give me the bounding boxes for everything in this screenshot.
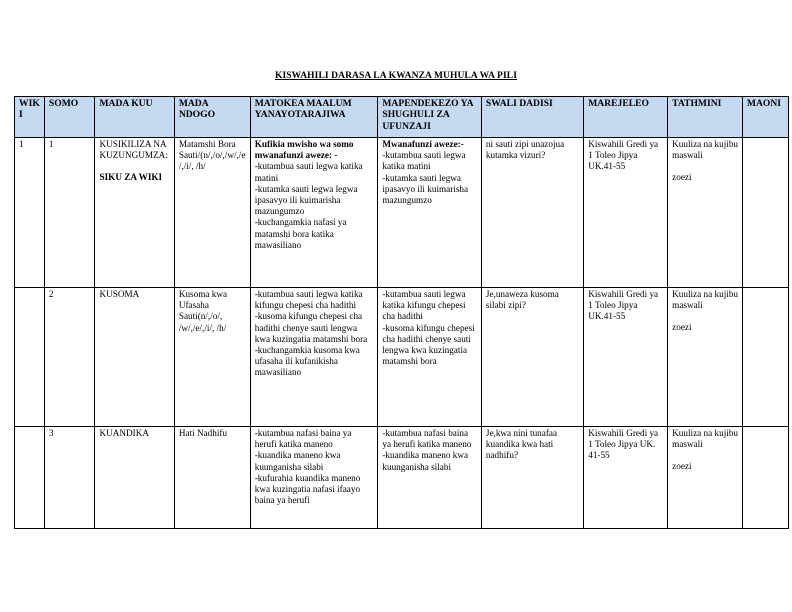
header-row bbox=[15, 97, 789, 138]
cell-swali-dadisi: Je,kwa nini tunafaa kuandika kwa hati nadhifu? bbox=[481, 427, 583, 529]
cell-maoni bbox=[742, 427, 788, 529]
cell-swali-dadisi: ni sauti zipi unazojua kutamka vizuri? bbox=[481, 138, 583, 288]
header-mapendekezo: MAPENDEKEZO YA SHUGHULI ZA UFUNZAJI bbox=[378, 97, 482, 138]
tathmini-extra: zoezi bbox=[672, 461, 692, 472]
cell-marejeleo: Kiswahili Gredi ya 1 Toleo Jipya UK.41-55 bbox=[584, 138, 668, 288]
cell-maoni bbox=[742, 138, 788, 288]
matokea-text: -kutambua sauti legwa katika matini -kutamka sauti legwa legwa ipasavyo ili kuimarisha mazungumzo -kuchangamkia nafasi ya matamshi bora katika mawasiliano bbox=[254, 161, 363, 250]
header-swali-dadisi: SWALI DADISI bbox=[481, 97, 583, 138]
header-wiki: WIKI bbox=[15, 97, 45, 138]
cell-wiki bbox=[15, 288, 45, 427]
matokea-text: -kutambua nafasi baina ya herufi katika maneno -kuandika maneno kwa kuunganisha silabi -kufurahia kuandika maneno kwa kuzingatia nafasi ifaayo baina ya herufi bbox=[254, 428, 361, 506]
cell-tathmini bbox=[668, 288, 743, 427]
scheme-of-work-table bbox=[14, 96, 789, 529]
header-maoni: MAONI bbox=[742, 97, 788, 138]
header-mada-ndogo: MADA NDOGO bbox=[174, 97, 250, 138]
cell-matokea bbox=[250, 288, 378, 427]
table-row bbox=[15, 288, 789, 427]
cell-marejeleo: Kiswahili Gredi ya 1 Toleo Jipya UK. 41-55 bbox=[584, 427, 668, 529]
matokea-text: -kutambua sauti legwa katika kifungu chepesi cha hadithi -kusoma kifungu chepesi cha hadithi chenye sauti lengwa kwa kuzingatia matamshi bora -kuchangamkia kusoma kwa ufasaha ili kufanikisha mawasiliano bbox=[254, 289, 368, 378]
table-row bbox=[15, 427, 789, 529]
matokea-lead: Kufikia mwisho wa somo mwanafunzi aweze: - bbox=[254, 139, 354, 161]
cell-mada-kuu: KUANDIKA bbox=[95, 427, 174, 529]
cell-tathmini bbox=[668, 427, 743, 529]
cell-wiki bbox=[15, 427, 45, 529]
cell-mada-ndogo: Kusoma kwa Ufasaha Sauti(n/,/o/, /w/,/e/,/i/, /h/ bbox=[174, 288, 250, 427]
header-somo: SOMO bbox=[44, 97, 95, 138]
header-tathmini: TATHMINI bbox=[668, 97, 743, 138]
cell-somo: 1 bbox=[44, 138, 95, 288]
cell-mada-ndogo: Hati Nadhifu bbox=[174, 427, 250, 529]
cell-matokea bbox=[250, 138, 378, 288]
mapendekezo-lead: Mwanafunzi aweze:- bbox=[382, 139, 464, 149]
header-matokea: MATOKEA MAALUM YANAYOTARAJIWA bbox=[250, 97, 378, 138]
tathmini-text: Kuuliza na kujibu maswali bbox=[672, 289, 739, 311]
cell-mada-ndogo: Matamshi Bora Sauti/(n/,/o/,/w/,/e/,/i/, /h/ bbox=[174, 138, 250, 288]
cell-mapendekezo bbox=[378, 427, 482, 529]
mada-kuu-text: KUSIKILIZA NA KUZUNGUMZA: bbox=[99, 139, 168, 161]
mapendekezo-text: -kutambua nafasi baina ya herufi katika maneno -kuandika maneno kwa kuunganisha silabi bbox=[382, 428, 472, 472]
mapendekezo-text: -kutambua sauti legwa katika kifungu chepesi cha hadithi -kusoma kifungu chepesi cha hadithi chenye sauti lengwa kwa kuzingatia matamshi bora bbox=[382, 289, 475, 367]
cell-somo: 3 bbox=[44, 427, 95, 529]
header-marejeleo: MAREJELEO bbox=[584, 97, 668, 138]
mapendekezo-text: -kutambua sauti legwa katika matini -kutamka sauti legwa ipasavyo ili kuimarisha mazungumzo bbox=[382, 150, 469, 206]
tathmini-extra: zoezi bbox=[672, 172, 692, 183]
cell-tathmini bbox=[668, 138, 743, 288]
tathmini-extra: zoezi bbox=[672, 322, 692, 333]
cell-mada-kuu: KUSOMA bbox=[95, 288, 174, 427]
cell-somo: 2 bbox=[44, 288, 95, 427]
mada-kuu-subtopic: SIKU ZA WIKI bbox=[99, 172, 163, 183]
tathmini-text: Kuuliza na kujibu maswali bbox=[672, 428, 739, 450]
cell-mada-kuu bbox=[95, 138, 174, 288]
cell-maoni bbox=[742, 288, 788, 427]
cell-marejeleo: Kiswahili Gredi ya 1 Toleo Jipya UK.41-55 bbox=[584, 288, 668, 427]
tathmini-text: Kuuliza na kujibu maswali bbox=[672, 139, 739, 161]
header-mada-kuu: MADA KUU bbox=[95, 97, 174, 138]
cell-mapendekezo bbox=[378, 138, 482, 288]
cell-swali-dadisi: Je,unaweza kusoma silabi zipi? bbox=[481, 288, 583, 427]
cell-mapendekezo bbox=[378, 288, 482, 427]
table-row bbox=[15, 138, 789, 288]
cell-matokea bbox=[250, 427, 378, 529]
cell-wiki: 1 bbox=[15, 138, 45, 288]
page-title: KISWAHILI DARASA LA KWANZA MUHULA WA PILI bbox=[274, 71, 517, 81]
